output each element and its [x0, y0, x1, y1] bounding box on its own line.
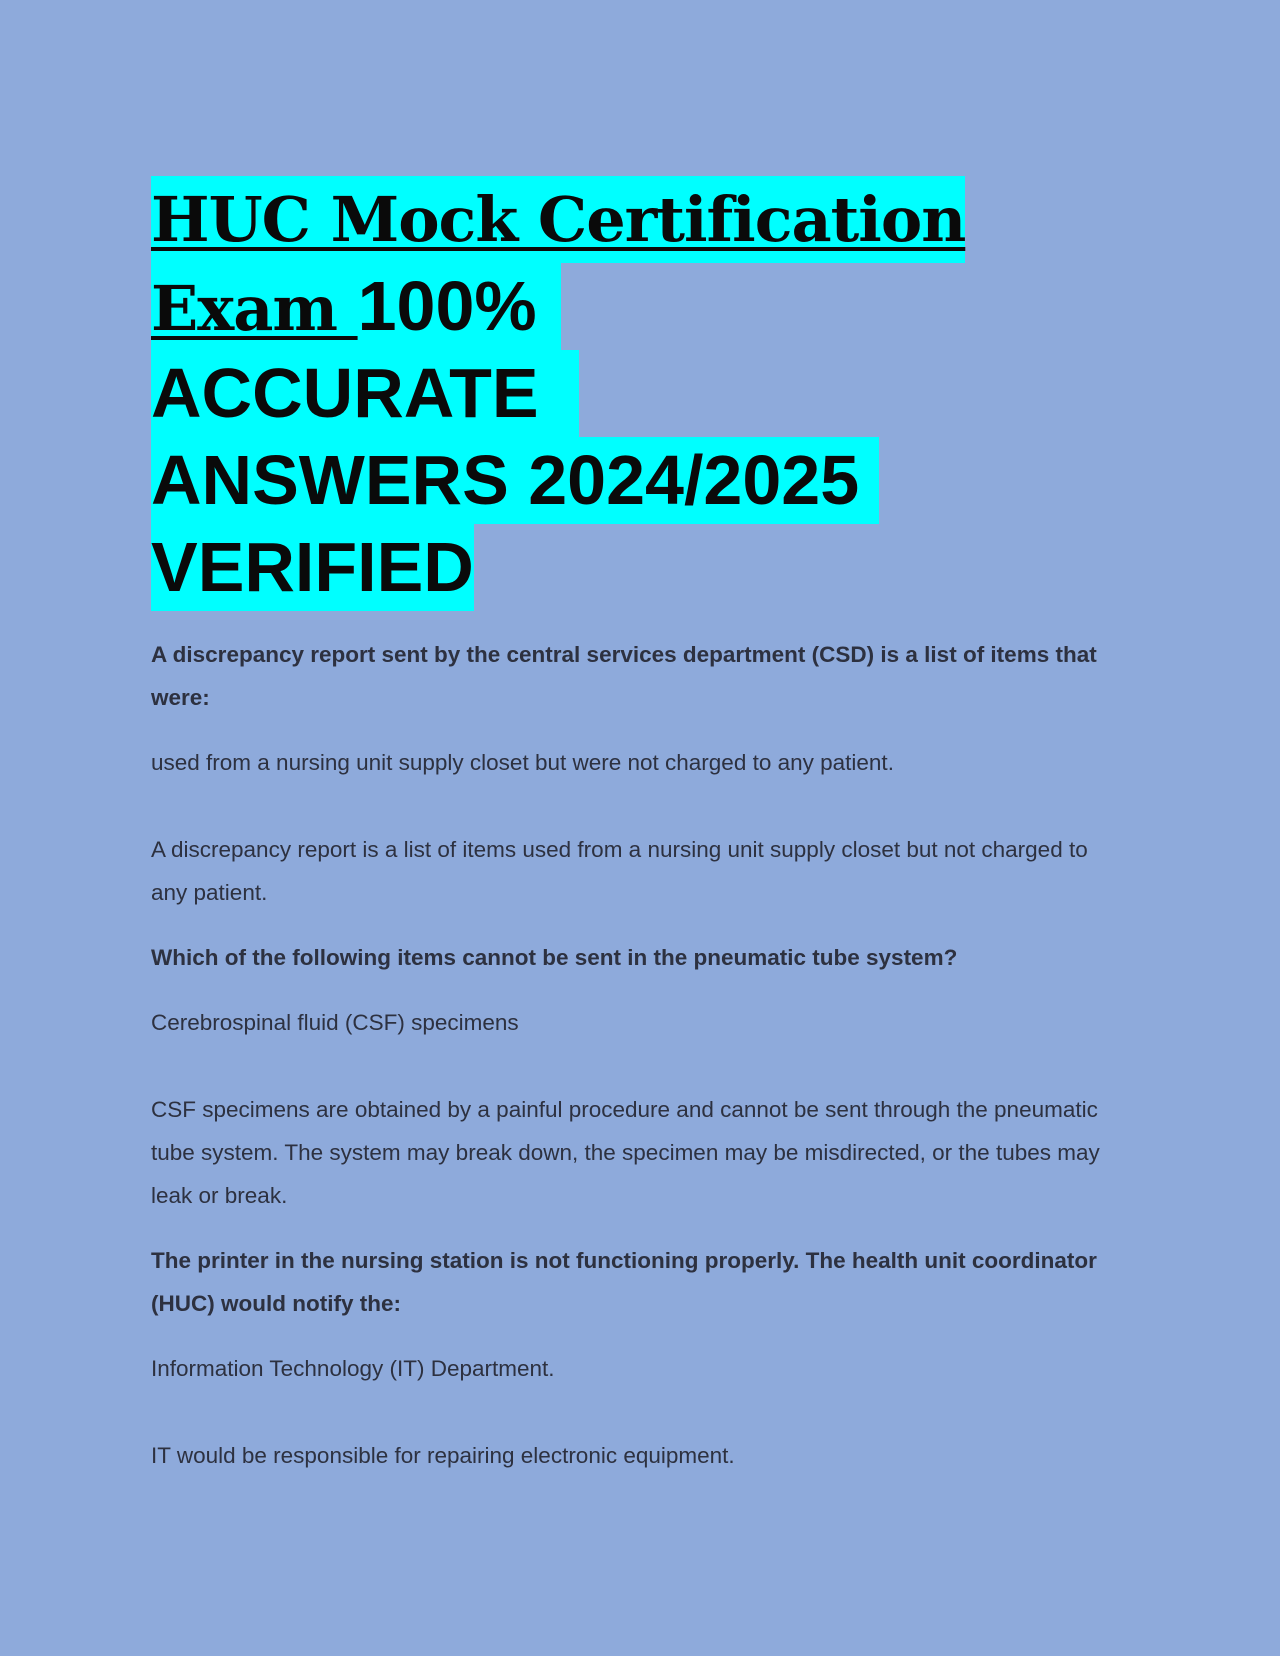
question-text: The printer in the nursing station is not functioning properly. The health unit coordinator (HUC) would notify the:: [151, 1248, 1097, 1316]
title-line-4: [151, 437, 879, 524]
qa-content: [151, 633, 1101, 1477]
title-line-5: [151, 524, 474, 611]
title-sans-text: ACCURATE: [151, 354, 539, 432]
answer-text: Cerebrospinal fluid (CSF) specimens: [151, 1010, 519, 1035]
title-sans-text: 100%: [357, 267, 537, 345]
title-line-2: [151, 263, 561, 350]
explanation-text: A discrepancy report is a list of items used from a nursing unit supply closet but not charged to any patient.: [151, 837, 1088, 905]
title-sans-text: VERIFIED: [151, 528, 474, 606]
document-page: [151, 176, 1101, 1499]
title-sans-text: ANSWERS 2024/2025: [151, 441, 860, 519]
title-line-1: [151, 176, 965, 263]
answer-text: used from a nursing unit supply closet but were not charged to any patient.: [151, 750, 894, 775]
question-text: A discrepancy report sent by the central services department (CSD) is a list of items that were:: [151, 642, 1097, 710]
explanation-text: IT would be responsible for repairing electronic equipment.: [151, 1443, 735, 1468]
answer-text: Information Technology (IT) Department.: [151, 1356, 555, 1381]
document-title: [151, 176, 1101, 611]
question-text: Which of the following items cannot be sent in the pneumatic tube system?: [151, 945, 958, 970]
explanation-text: CSF specimens are obtained by a painful procedure and cannot be sent through the pneumatic tube system. The system may break down, the specimen may be misdirected, or the tubes may leak or break.: [151, 1097, 1100, 1208]
title-serif-text: HUC Mock Certification: [151, 183, 966, 256]
title-serif-text: Exam: [151, 272, 358, 345]
title-line-3: [151, 350, 579, 437]
